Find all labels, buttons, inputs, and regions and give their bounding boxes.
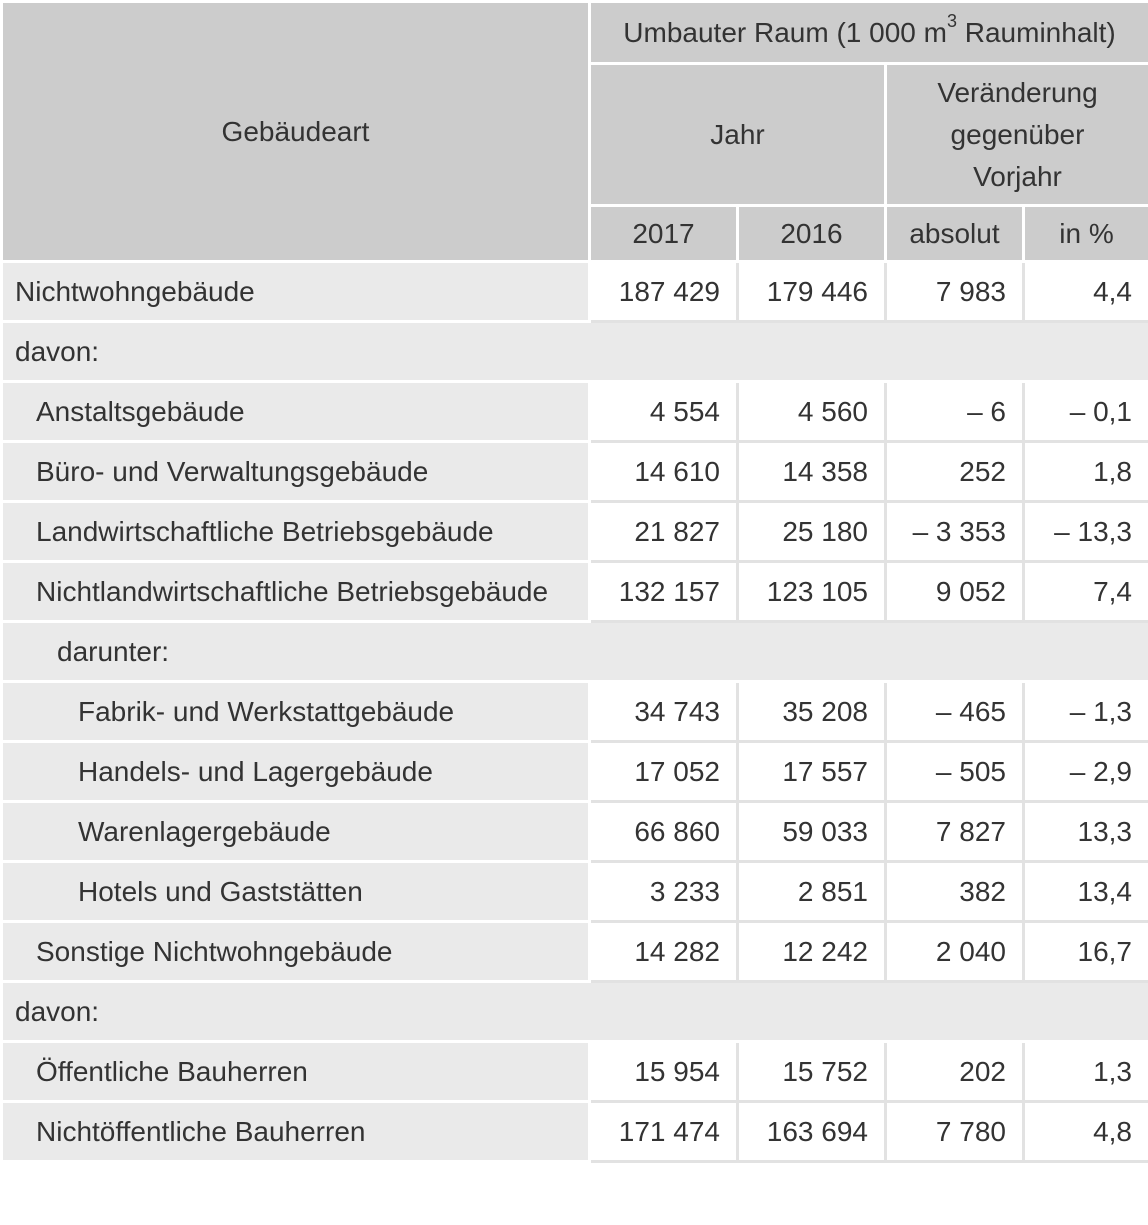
row-label: Nichtöffentliche Bauherren bbox=[2, 1102, 590, 1162]
row-label: Nichtlandwirtschaftliche Betriebsgebäude bbox=[2, 562, 590, 622]
table-row-section bbox=[2, 982, 1148, 1042]
cell-absolut: – 6 bbox=[886, 382, 1024, 442]
table-row bbox=[2, 802, 1148, 862]
cell-absolut: – 3 353 bbox=[886, 502, 1024, 562]
cell-2017: 3 233 bbox=[590, 862, 738, 922]
row-label: Anstaltsgebäude bbox=[2, 382, 590, 442]
table-row bbox=[2, 502, 1148, 562]
cell-2017: 171 474 bbox=[590, 1102, 738, 1162]
group-header-sup: 3 bbox=[946, 11, 957, 32]
row-label: Büro- und Verwaltungsgebäude bbox=[2, 442, 590, 502]
cell-absolut: 252 bbox=[886, 442, 1024, 502]
group-header-text: Umbauter Raum (1 000 m bbox=[623, 16, 947, 48]
cell-prozent: 13,4 bbox=[1024, 862, 1148, 922]
cell-absolut: 9 052 bbox=[886, 562, 1024, 622]
row-label: Landwirtschaftliche Betriebsgebäude bbox=[2, 502, 590, 562]
cell-2017: 15 954 bbox=[590, 1042, 738, 1102]
cell-2017: 4 554 bbox=[590, 382, 738, 442]
veraenderung-line-2: gegenüber bbox=[950, 118, 1085, 150]
cell-2017: 14 282 bbox=[590, 922, 738, 982]
veraenderung-line-1: Veränderung bbox=[937, 76, 1098, 108]
cell-2016: 12 242 bbox=[738, 922, 886, 982]
col-header-prozent: in % bbox=[1024, 206, 1148, 262]
cell-2017: 21 827 bbox=[590, 502, 738, 562]
cell-2017: 34 743 bbox=[590, 682, 738, 742]
row-label: Handels- und Lagergebäude bbox=[2, 742, 590, 802]
cell-2017: 14 610 bbox=[590, 442, 738, 502]
cell-prozent: 16,7 bbox=[1024, 922, 1148, 982]
table-row-section bbox=[2, 622, 1148, 682]
cell-2016: 15 752 bbox=[738, 1042, 886, 1102]
cell-2016: 35 208 bbox=[738, 682, 886, 742]
cell-prozent: 13,3 bbox=[1024, 802, 1148, 862]
table-row bbox=[2, 742, 1148, 802]
cell-absolut: – 505 bbox=[886, 742, 1024, 802]
cell-prozent: 7,4 bbox=[1024, 562, 1148, 622]
row-label: Öffentliche Bauherren bbox=[2, 1042, 590, 1102]
cell-2016: 179 446 bbox=[738, 262, 886, 322]
cell-prozent: – 0,1 bbox=[1024, 382, 1148, 442]
row-label: Fabrik- und Werkstattgebäude bbox=[2, 682, 590, 742]
row-label: Sonstige Nichtwohngebäude bbox=[2, 922, 590, 982]
jahr-header: Jahr bbox=[590, 64, 886, 206]
cell-2016: 163 694 bbox=[738, 1102, 886, 1162]
cell-2017: 66 860 bbox=[590, 802, 738, 862]
table-row bbox=[2, 262, 1148, 322]
col-header-absolut: absolut bbox=[886, 206, 1024, 262]
col-header-2016: 2016 bbox=[738, 206, 886, 262]
cell-absolut: – 465 bbox=[886, 682, 1024, 742]
table-row-section bbox=[2, 322, 1148, 382]
cell-absolut: 7 827 bbox=[886, 802, 1024, 862]
col-header-2017: 2017 bbox=[590, 206, 738, 262]
cell-absolut: 382 bbox=[886, 862, 1024, 922]
table-row bbox=[2, 1042, 1148, 1102]
cell-2017: 17 052 bbox=[590, 742, 738, 802]
section-label: davon: bbox=[2, 982, 1148, 1042]
cell-prozent: 1,3 bbox=[1024, 1042, 1148, 1102]
veraenderung-line-3: Vorjahr bbox=[973, 160, 1062, 192]
cell-prozent: – 1,3 bbox=[1024, 682, 1148, 742]
cell-2016: 17 557 bbox=[738, 742, 886, 802]
cell-absolut: 7 983 bbox=[886, 262, 1024, 322]
section-label: davon: bbox=[2, 322, 1148, 382]
cell-2016: 14 358 bbox=[738, 442, 886, 502]
cell-absolut: 7 780 bbox=[886, 1102, 1024, 1162]
cell-2017: 187 429 bbox=[590, 262, 738, 322]
row-label: Nichtwohngebäude bbox=[2, 262, 590, 322]
group-header bbox=[590, 2, 1148, 64]
cell-prozent: 4,8 bbox=[1024, 1102, 1148, 1162]
cell-2016: 25 180 bbox=[738, 502, 886, 562]
cell-prozent: – 2,9 bbox=[1024, 742, 1148, 802]
cell-absolut: 202 bbox=[886, 1042, 1024, 1102]
cell-2016: 4 560 bbox=[738, 382, 886, 442]
row-label-header: Gebäudeart bbox=[2, 2, 590, 262]
row-label: Warenlagergebäude bbox=[2, 802, 590, 862]
cell-2016: 123 105 bbox=[738, 562, 886, 622]
table-row bbox=[2, 442, 1148, 502]
group-header-text-end: Rauminhalt) bbox=[956, 16, 1116, 48]
cell-2017: 132 157 bbox=[590, 562, 738, 622]
veraenderung-header bbox=[886, 64, 1148, 206]
table-row bbox=[2, 922, 1148, 982]
cell-prozent: – 13,3 bbox=[1024, 502, 1148, 562]
table-row bbox=[2, 382, 1148, 442]
cell-absolut: 2 040 bbox=[886, 922, 1024, 982]
section-label: darunter: bbox=[2, 622, 1148, 682]
table-row bbox=[2, 682, 1148, 742]
cell-prozent: 1,8 bbox=[1024, 442, 1148, 502]
cell-2016: 59 033 bbox=[738, 802, 886, 862]
cell-2016: 2 851 bbox=[738, 862, 886, 922]
table-row bbox=[2, 1102, 1148, 1162]
table-row bbox=[2, 862, 1148, 922]
cell-prozent: 4,4 bbox=[1024, 262, 1148, 322]
row-label: Hotels und Gaststätten bbox=[2, 862, 590, 922]
table-row bbox=[2, 562, 1148, 622]
